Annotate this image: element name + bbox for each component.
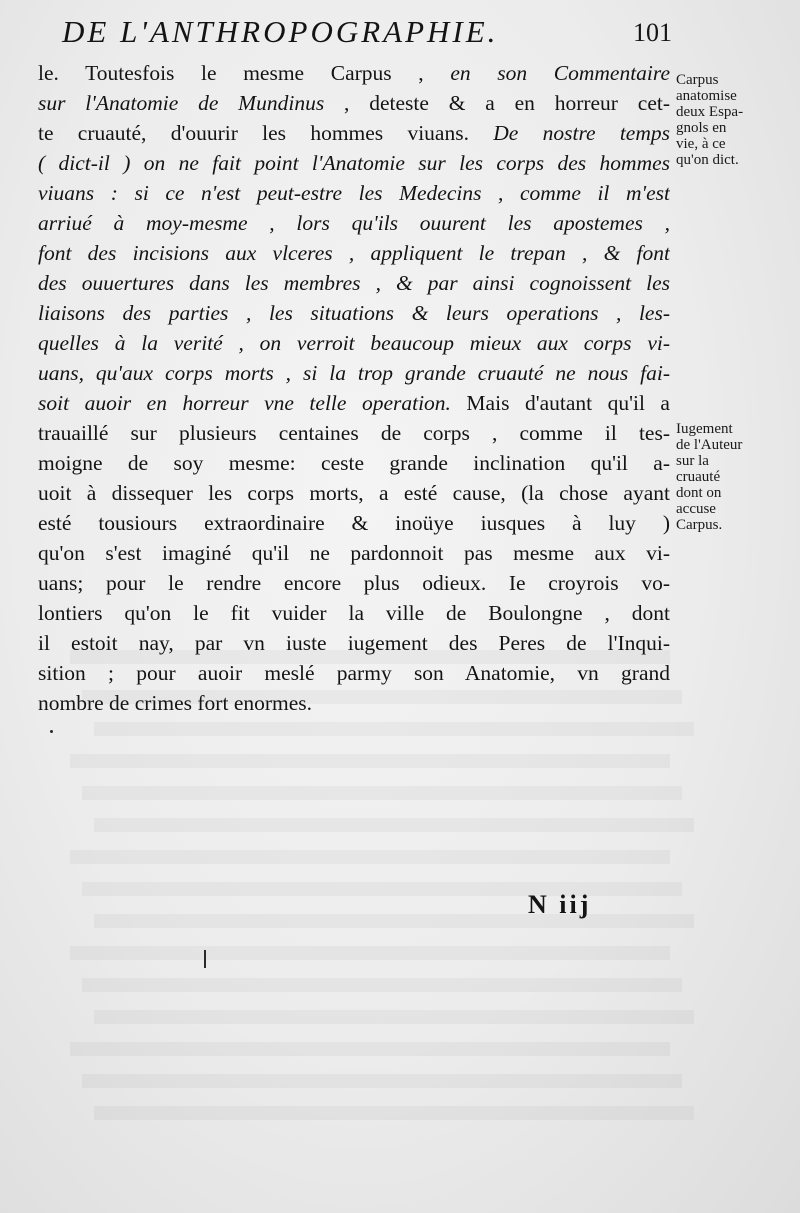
roman-run: trauaillé sur plusieurs centaines de corps , comme il tes- <box>38 421 670 445</box>
margin-note-line: de l'Auteur <box>676 437 743 453</box>
text-line <box>38 208 670 238</box>
roman-run: Mais d'autant qu'il a <box>450 391 670 415</box>
roman-run: il estoit nay, par vn iuste iugement des Peres de l'Inqui- <box>38 631 670 655</box>
margin-note-line: cruauté <box>676 469 721 485</box>
margin-note-line: vie, à ce <box>676 136 726 152</box>
roman-run: qu'on s'est imaginé qu'il ne pardonnoit pas mesme aux vi- <box>38 541 670 565</box>
italic-run: sur l'Anatomie de Mundinus <box>38 91 325 115</box>
text-line <box>38 448 670 478</box>
roman-run: uoit à dissequer les corps morts, a esté cause, (la chose ayant <box>38 481 670 505</box>
main-text-block <box>38 58 670 718</box>
bleed-line <box>94 818 694 832</box>
margin-note-iugement <box>676 421 742 533</box>
text-line <box>38 598 670 628</box>
bleed-line <box>82 882 682 896</box>
roman-run: moigne de soy mesme: ceste grande inclination qu'il a- <box>38 451 670 475</box>
text-line <box>38 388 670 418</box>
text-line <box>38 568 670 598</box>
text-line <box>38 658 670 688</box>
roman-run: , deteste & a en horreur cet- <box>324 91 670 115</box>
page-header <box>62 14 672 54</box>
margin-note-line: anatomise <box>676 88 737 104</box>
text-line <box>38 58 670 88</box>
text-line <box>38 478 670 508</box>
page-number: 101 <box>633 18 672 47</box>
text-line <box>38 148 670 178</box>
italic-run: uans, qu'aux corps morts , si la trop grande cruauté ne nous fai- <box>38 361 670 385</box>
roman-run: te cruauté, d'ouurir les hommes viuans. <box>38 121 494 145</box>
roman-run: nombre de crimes fort enormes. <box>38 691 313 715</box>
bleed-line <box>82 786 682 800</box>
bleed-line <box>70 850 670 864</box>
roman-run: lontiers qu'on le fit vuider la ville de Boulongne , dont <box>38 601 670 625</box>
margin-note-line: gnols en <box>676 120 727 136</box>
text-line <box>38 88 670 118</box>
running-head: DE L'ANTHROPOGRAPHIE. <box>62 14 499 49</box>
signature-mark: N iij <box>528 890 592 919</box>
roman-run: sition ; pour auoir meslé parmy son Anatomie, vn grand <box>38 661 670 685</box>
bleed-line <box>82 1074 682 1088</box>
bleed-line <box>70 946 670 960</box>
bleed-line <box>82 978 682 992</box>
margin-note-carpus <box>676 72 743 168</box>
italic-run: quelles à la verité , on verroit beaucoup mieux aux corps vi- <box>38 331 670 355</box>
margin-note-line: Carpus. <box>676 517 723 533</box>
margin-note-line: deux Espa- <box>676 104 744 120</box>
margin-note-line: Iugement <box>676 421 733 437</box>
bleed-line <box>94 914 694 928</box>
roman-run: le. Toutesfois le mesme Carpus , <box>38 61 451 85</box>
margin-note-line: sur la <box>676 453 709 469</box>
italic-run: ( dict-il ) on ne fait point l'Anatomie sur les corps des hommes <box>38 151 670 175</box>
text-line <box>38 508 670 538</box>
italic-run: font des incisions aux vlceres , appliquent le trepan , & font <box>38 241 670 265</box>
margin-note-line: qu'on dict. <box>676 152 739 168</box>
ink-speck <box>204 950 206 968</box>
text-line <box>38 298 670 328</box>
margin-note-line: dont on <box>676 485 722 501</box>
text-line <box>38 628 670 658</box>
italic-run: soit auoir en horreur vne telle operation. <box>38 391 451 415</box>
italic-run: arriué à moy-mesme , lors qu'ils ouurent les apostemes , <box>38 211 670 235</box>
italic-run: des ouuertures dans les membres , & par ainsi cognoissent les <box>38 271 670 295</box>
text-line <box>38 538 670 568</box>
italic-run: en son Commentaire <box>450 61 670 85</box>
text-line <box>38 418 670 448</box>
bleed-line <box>94 1106 694 1120</box>
margin-note-line: Carpus <box>676 72 719 88</box>
text-line <box>38 268 670 298</box>
ink-speck <box>50 730 53 733</box>
text-line <box>38 178 670 208</box>
bleed-line <box>70 754 670 768</box>
bleed-line <box>94 722 694 736</box>
italic-run: liaisons des parties , les situations & leurs operations , les- <box>38 301 670 325</box>
margin-note-line: accuse <box>676 501 716 517</box>
text-line <box>38 688 670 718</box>
italic-run: De nostre temps <box>493 121 670 145</box>
text-line <box>38 358 670 388</box>
bleed-line <box>70 1042 670 1056</box>
italic-run: viuans : si ce n'est peut-estre les Medecins , comme il m'est <box>38 181 670 205</box>
text-line <box>38 118 670 148</box>
text-line <box>38 238 670 268</box>
roman-run: esté tousiours extraordinaire & inoüye iusques à luy ) <box>38 511 670 535</box>
roman-run: uans; pour le rendre encore plus odieux. Ie croyrois vo- <box>38 571 670 595</box>
text-line <box>38 328 670 358</box>
bleed-line <box>94 1010 694 1024</box>
